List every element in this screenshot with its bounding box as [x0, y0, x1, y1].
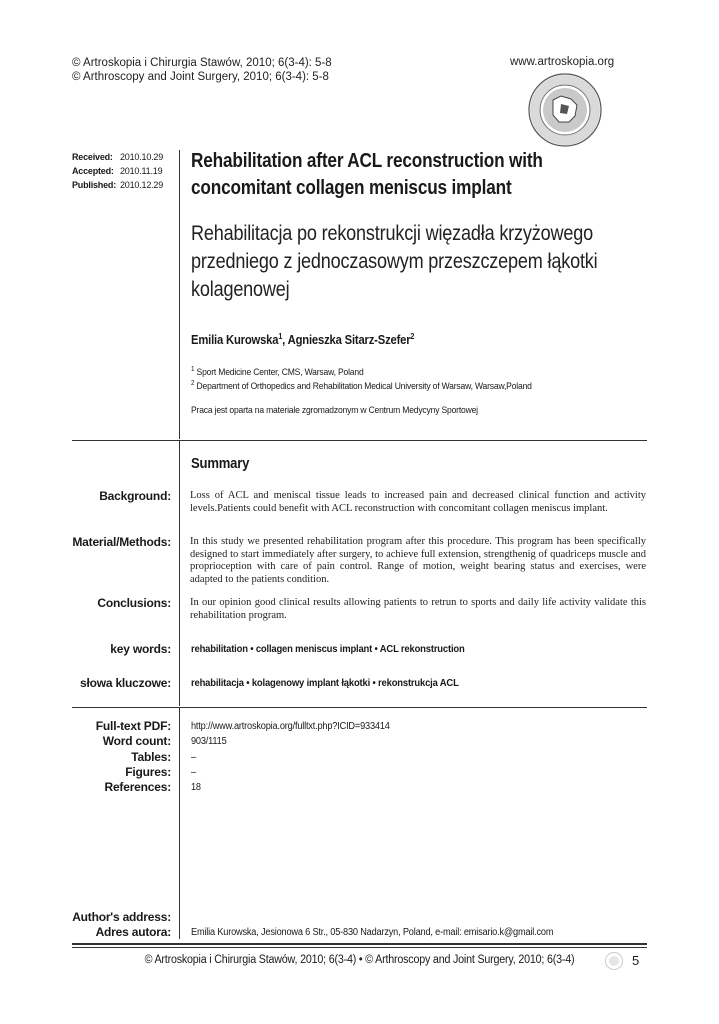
section-divider-2: [72, 707, 647, 708]
author-1-affiliation: 1: [278, 332, 283, 341]
background-text: Loss of ACL and meniscal tissue leads to increased pain and decreased clinical function and activity levels.Patients could benefit with ACL reconstruction with concomitant collagen meniscus implant.: [190, 490, 646, 514]
source-note: Praca jest oparta na materiale zgromadzonym w Centrum Medycyny Sportowej: [191, 405, 478, 416]
tables-value: –: [191, 751, 196, 763]
tables-label: Tables:: [131, 749, 171, 764]
footer-divider-thick: [72, 943, 647, 945]
received-date: 2010.10.29: [120, 152, 164, 162]
address-label-pl: Adres autora:: [95, 925, 171, 940]
author-2-affiliation: 2: [410, 332, 415, 341]
title-english: [191, 148, 643, 202]
polish-keywords-label: słowa kluczowe:: [79, 676, 171, 690]
affiliation-1: $^1$ Sport Medicine Center, CMS, Warsaw, Poland: [191, 366, 364, 379]
wordcount-value: 903/1115: [191, 736, 227, 748]
conclusions-label: Conclusions:: [97, 596, 171, 610]
column-divider-bottom: [179, 707, 180, 939]
accepted-date: 2010.11.19: [120, 166, 163, 176]
title-polish-line-2: przedniego z jednoczasowym przeszczepem łąkotki: [191, 250, 598, 273]
article-meta-labels: [96, 719, 171, 795]
fulltext-link[interactable]: http://www.artroskopia.org/fulltxt.php?ICID=933414: [191, 721, 390, 732]
summary-heading: Summary: [191, 456, 250, 472]
fulltext-label: Full-text PDF:: [95, 719, 171, 733]
published-label: Published:: [72, 180, 117, 190]
keywords-label: key words:: [110, 642, 171, 656]
author-1: Emilia Kurowska: [191, 333, 279, 348]
author-2: Agnieszka Sitarz-Szefer: [287, 333, 411, 348]
author-address: Emilia Kurowska, Jesionowa 6 Str., 05-830 Nadarzyn, Poland, e-mail: emisario.k@gmail.com: [191, 927, 554, 938]
footer-seal-watermark: [604, 951, 624, 971]
footer-citation: © Artroskopia i Chirurgia Stawów, 2010; 6(3-4) • © Arthroscopy and Joint Surgery, 2010; 6(3-4): [144, 954, 575, 966]
affiliation-2: $^2$ Department of Orthopedics and Rehabilitation Medical University of Warsaw, Warsaw,Poland: [191, 380, 532, 393]
references-value: 18: [191, 782, 201, 794]
figures-label: Figures:: [125, 764, 171, 779]
authors: [191, 332, 414, 347]
accepted-label: Accepted:: [72, 166, 114, 176]
address-labels: [72, 910, 171, 941]
article-meta-values: [191, 719, 390, 795]
title-english-line-1: Rehabilitation after ACL reconstruction with: [191, 150, 543, 172]
address-label-en: Author's address:: [72, 910, 171, 924]
methods-label: Material/Methods:: [72, 535, 171, 549]
footer-divider-thin: [72, 947, 647, 948]
references-label: References:: [104, 780, 171, 795]
section-divider-1: [72, 440, 647, 441]
keywords: rehabilitation • collagen meniscus implant • ACL rekonstruction: [191, 643, 465, 655]
title-polish: [191, 220, 638, 304]
received-label: Received:: [72, 152, 113, 162]
published-date: 2010.12.29: [120, 180, 164, 190]
title-polish-line-1: Rehabilitacja po rekonstrukcji więzadła krzyżowego: [191, 222, 593, 245]
title-polish-line-3: kolagenowej: [191, 278, 290, 301]
wordcount-label: Word count:: [102, 734, 171, 749]
figures-value: –: [191, 766, 196, 778]
conclusions-text: In our opinion good clinical results allowing patients to retrun to sports and daily life activity validate this rehabilitation program.: [190, 597, 646, 621]
website-link[interactable]: www.artroskopia.org: [510, 56, 615, 68]
title-english-line-2: concomitant collagen meniscus implant: [191, 177, 512, 199]
author-separator: ,: [282, 333, 288, 348]
column-divider-top: [179, 150, 180, 439]
journal-citation-en: © Arthroscopy and Joint Surgery, 2010; 6(3-4): 5-8: [72, 71, 329, 83]
page-number: 5: [632, 953, 640, 968]
journal-citation-pl: © Artroskopia i Chirurgia Stawów, 2010; 6(3-4): 5-8: [72, 57, 332, 69]
background-label: Background:: [99, 489, 171, 503]
methods-text: In this study we presented rehabilitation program after this procedure. This program has been specifically designed to start immediately after surgery, to achieve full extension, strengthenig of quadriceps muscle and proprioception with care of pain control. Range of motion, weight bearing status and exercises, were adapted to the patients condition.: [190, 536, 646, 585]
society-seal-logo: [527, 72, 603, 148]
column-divider-middle: [179, 440, 180, 706]
polish-keywords: rehabilitacja • kolagenowy implant łąkotki • rekonstrukcja ACL: [191, 677, 459, 689]
publication-dates: [72, 150, 163, 192]
